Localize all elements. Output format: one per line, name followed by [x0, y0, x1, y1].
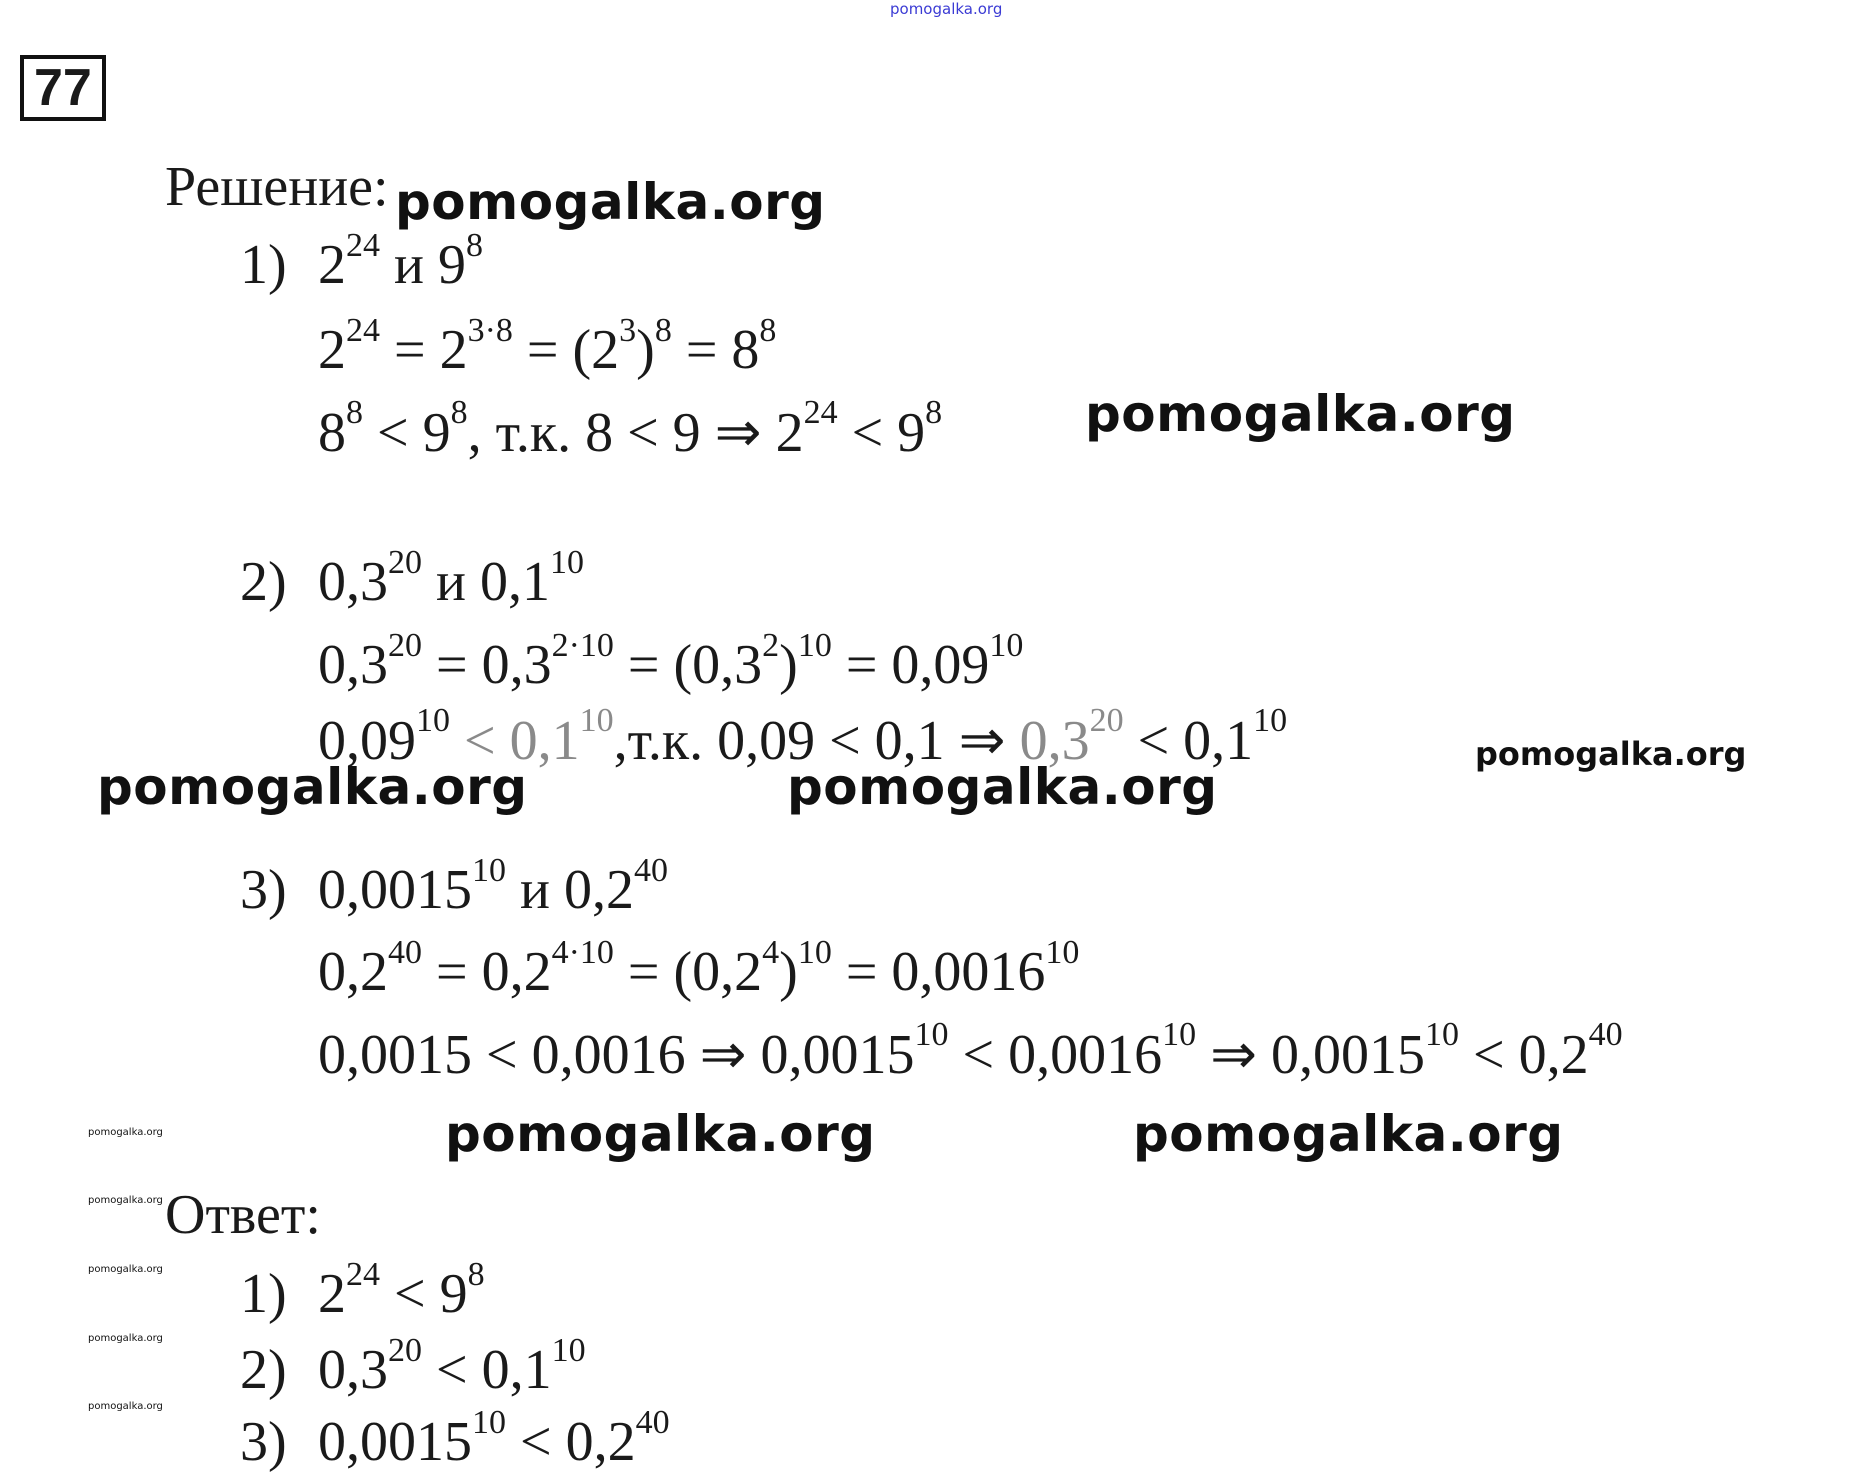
math-line: $0,09^{10} < 0,1^{10},т.к$. 0,09 < 0,1 ⇒ $0,3^{20} < 0,1^{10}$ — [318, 702, 1288, 772]
answer-line: $0,3^{20} < 0,1^{10}$ — [318, 1332, 586, 1401]
math-line: $2^{24} = 2^{3\cdot 8} = (2^3)^8 = 8^8$ — [318, 312, 777, 381]
math-line: 0,0015$^{10}$ и $0,2^{40}$ — [318, 852, 668, 921]
answer-label-2: 2) — [240, 1339, 287, 1401]
watermark: pomogalka.org — [88, 1333, 163, 1344]
answer-line: $0,0015^{10} < 0,2^{40}$ — [318, 1404, 670, 1473]
step-label-3: 3) — [240, 859, 287, 921]
step-label-1: 1) — [240, 234, 287, 296]
math-line: 0,0015 < 0,0016 ⇒ $0,0015^{10} < 0,0016^{10}$ ⇒ $0,0015^{10} < 0,2^{40}$ — [318, 1016, 1623, 1086]
math-line: $2^{24}$ и $9^8$ — [318, 227, 483, 296]
watermark: pomogalka.org — [1475, 735, 1747, 773]
watermark: pomogalka.org — [88, 1401, 163, 1412]
answer-heading: Ответ: — [165, 1184, 321, 1246]
answer-label-1: 1) — [240, 1263, 287, 1325]
answer-label-3: 3) — [240, 1411, 287, 1473]
solution-heading: Решение: — [165, 156, 389, 218]
answer-line: $2^{24} < 9^8$ — [318, 1256, 485, 1325]
watermark: pomogalka.org — [88, 1264, 163, 1275]
watermark: pomogalka.org — [445, 1105, 876, 1163]
step-label-2: 2) — [240, 551, 287, 613]
math-line: $8^8 < 9^8$, т.к. 8 < 9 ⇒ $2^{24} < 9^8$ — [318, 394, 943, 464]
site-header-logo[interactable]: pomogalka.org — [890, 0, 1003, 18]
watermark: pomogalka.org — [395, 173, 826, 231]
problem-number: 77 — [20, 55, 106, 121]
watermark: pomogalka.org — [1133, 1105, 1564, 1163]
math-line: $0,3^{20} = 0,3^{2\cdot 10} = (0,3^2)^{10} = 0,09^{10}$ — [318, 627, 1024, 696]
math-line: $0,3^{20}$ и $0,1^{10}$ — [318, 544, 584, 613]
watermark: pomogalka.org — [97, 758, 528, 816]
watermark: pomogalka.org — [1085, 385, 1516, 443]
watermark: pomogalka.org — [88, 1127, 163, 1138]
math-line: $0,2^{40} = 0,2^{4\cdot 10} = (0,2^4)^{10} = 0,0016^{10}$ — [318, 934, 1080, 1003]
watermark: pomogalka.org — [88, 1195, 163, 1206]
watermark: pomogalka.org — [787, 758, 1218, 816]
